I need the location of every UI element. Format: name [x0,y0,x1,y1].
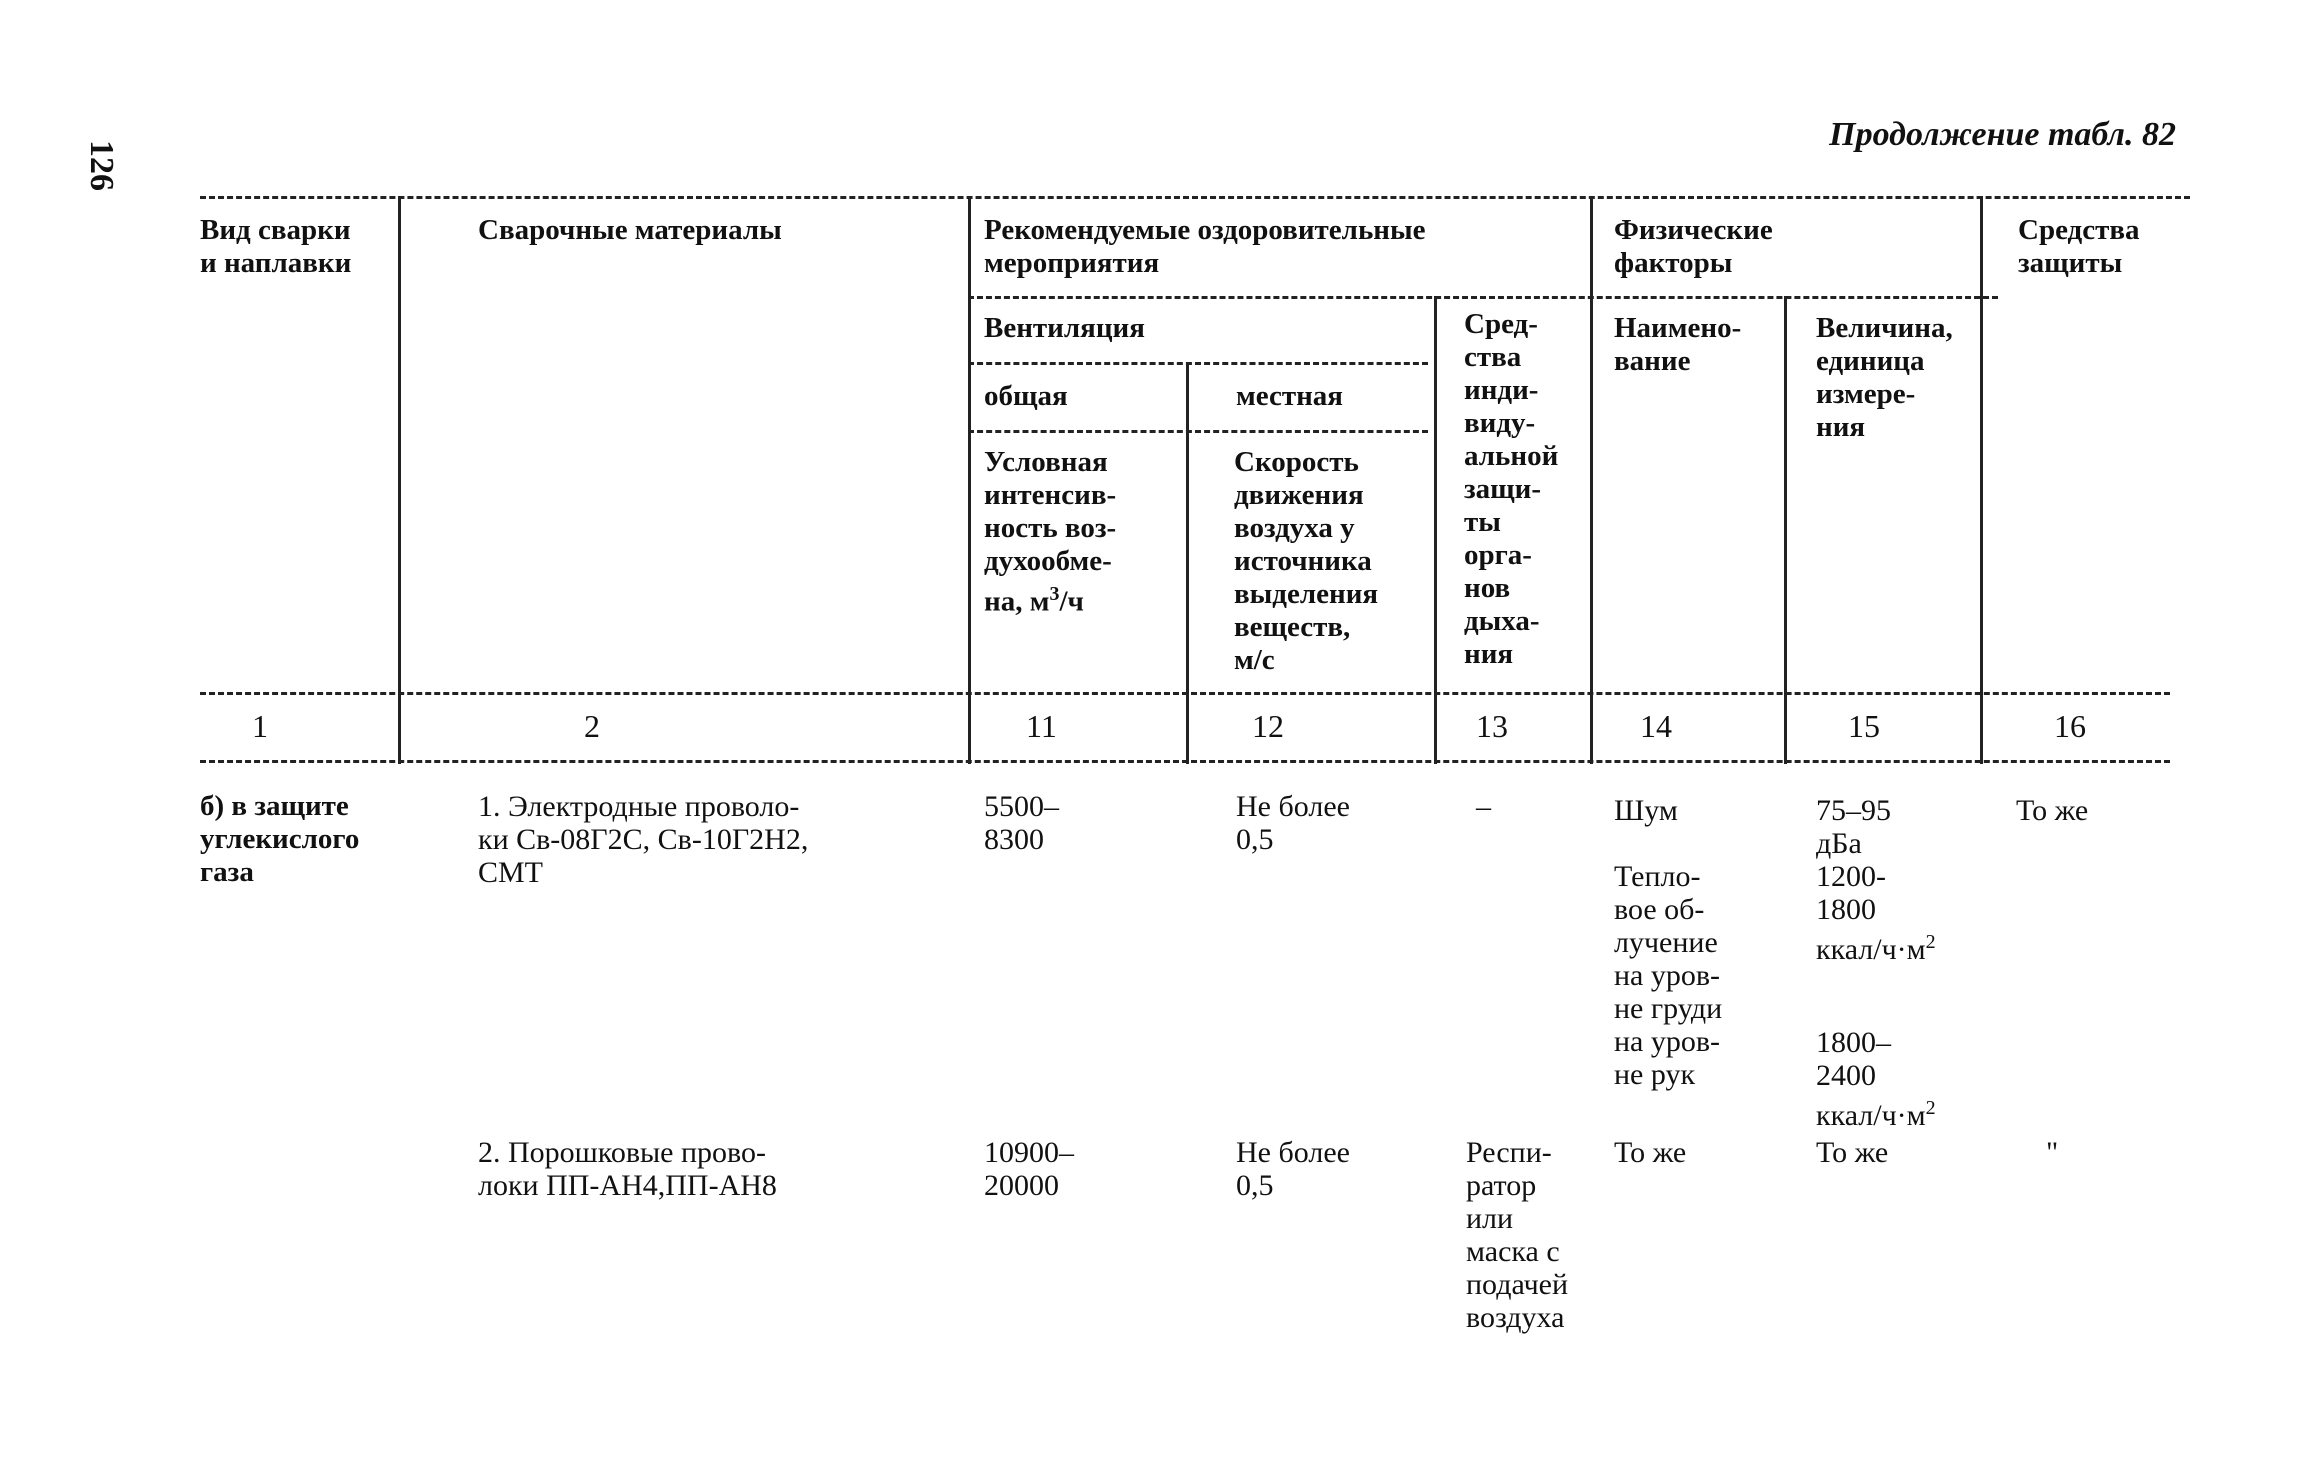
row2-protection: " [2046,1136,2059,1169]
row1-air-speed: Не более 0,5 [1236,790,1350,856]
superscript-3: 3 [1049,583,1060,605]
superscript-2: 2 [1925,931,1936,953]
header-weld-type: Вид сварки и наплавки [200,214,352,279]
row2-air-speed: Не более 0,5 [1236,1136,1350,1202]
rule-header-bottom [200,692,2170,695]
col-divider-13 [1590,196,1593,764]
col-number-16: 16 [2054,708,2086,744]
col-divider-12 [1434,296,1437,764]
header-ventilation: Вентиляция [984,312,1145,344]
page-number: 126 [83,140,120,191]
header-respiratory-protection: Сред- ства инди- виду- альной защи- ты орга- нов дыха- ния [1464,308,1559,670]
header-general: общая [984,380,1068,412]
col-number-2: 2 [584,708,600,744]
row2-intensity: 10900– 20000 [984,1136,1074,1202]
col-number-15: 15 [1848,708,1880,744]
row2-material: 2. Порошковые прово- локи ПП-АН4,ПП-АН8 [478,1136,777,1202]
col-divider-15 [1980,196,1983,764]
header-value-unit: Величина, единица измере- ния [1816,312,1953,443]
header-materials: Сварочные материалы [478,214,782,246]
row1-respiratory: – [1476,790,1491,823]
rule-general-local-top [968,362,1428,365]
header-factor-name: Наимено- вание [1614,312,1742,377]
row1-value-heat-chest: 1200- 1800 ккал/$ч\cdot м^2$ [1816,860,1936,966]
col-number-14: 14 [1640,708,1672,744]
rule-numbers-bottom [200,760,2170,763]
row2-factor: То же [1614,1136,1687,1169]
header-air-exchange-intensity: Условная интенсив- ность воз- духообме- на, $м^3/ч$ [984,446,1117,618]
row1-factor-heat: Тепло- вое об- лучение на уров- не груди на уров- не рук [1614,860,1723,1091]
col-number-11: 11 [1026,708,1057,744]
row1-factor-noise: Шум [1614,794,1678,827]
col-divider-2 [968,196,971,764]
rule-subheader [968,430,1428,433]
rule-top [200,196,2190,199]
superscript-2: 2 [1925,1097,1936,1119]
rule-vent-top [968,296,1998,299]
header-protection-means: Средства защиты [2018,214,2140,279]
col-divider-1 [398,196,401,764]
col-divider-11 [1186,362,1189,764]
header-physical-factors: Физические факторы [1614,214,1773,279]
header-air-speed: Скорость движения воздуха у источника выделения веществ, м/с [1234,446,1379,676]
col-number-12: 12 [1252,708,1284,744]
col-number-13: 13 [1476,708,1508,744]
row-group-label: б) в защите углекислого газа [200,790,360,888]
row1-value-noise: 75–95 дБа [1816,794,1891,860]
row1-value-heat-hands: 1800– 2400 ккал/$ч\cdot м^2$ [1816,1026,1936,1132]
row1-material: 1. Электродные проволо- ки Св-08Г2С, Св-10Г2Н2, СМТ [478,790,809,889]
row1-protection: То же [2016,794,2089,827]
header-recommended-measures: Рекомендуемые оздоровительные мероприятия [984,214,1426,279]
row2-value: То же [1816,1136,1889,1169]
header-local: местная [1236,380,1343,412]
row2-respiratory: Респи- ратор или маска с подачей воздуха [1466,1136,1569,1334]
col-number-1: 1 [252,708,268,744]
row1-intensity: 5500– 8300 [984,790,1059,856]
table-continuation-title: Продолжение табл. 82 [1829,116,2176,153]
col-divider-14 [1784,296,1787,764]
